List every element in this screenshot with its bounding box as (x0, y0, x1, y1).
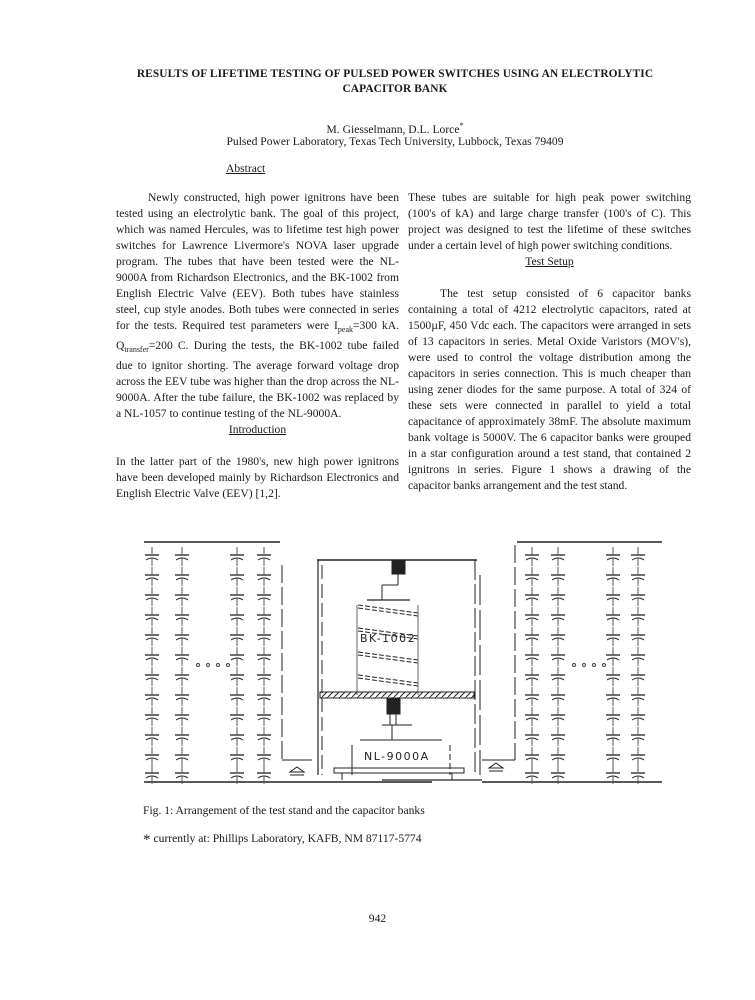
qtransfer-subscript: transfer (124, 345, 149, 354)
left-capacitor-bank (144, 542, 432, 784)
footnote-text: currently at: Phillips Laboratory, KAFB, NM 87117-5774 (153, 832, 422, 845)
abstract-text-3: =200 C. During the tests, the BK-1002 tube failed due to ignitor shorting. The average forward voltage drop across the EEV tube was higher than the drop across the NL-9000A. After the tube failure, the BK-1002 was replaced by a NL-1057 to continue testing of the NL-9000A. (116, 339, 399, 420)
left-column (116, 190, 399, 502)
figure-caption: Fig. 1: Arrangement of the test stand and the capacitor banks (143, 804, 425, 817)
title-line-2: CAPACITOR BANK (342, 83, 448, 95)
author-footnote-mark: * (459, 121, 464, 130)
abstract-paragraph (116, 190, 399, 422)
nl-9000a-label: NL-9000A (364, 750, 430, 763)
title-line-1: RESULTS OF LIFETIME TESTING OF PULSED POWER SWITCHES USING AN ELECTROLYTIC (136, 68, 654, 80)
abstract-text-1: Newly constructed, high power ignitrons have been tested using an electrolytic bank. The goal of this project, which was named Hercules, was to lifetime test high power switches for Lawrence Livermore's NOVA laser upgrade program. The tubes that have been tested were the NL-9000A from Richardson Electronics, and the BK-1002 from English Electric Valve (EEV). Both tubes have stainless steel, cup style anodes. Both tubes were connected in series for the tests. Required test parameters were I (116, 191, 399, 332)
introduction-paragraph-continued: These tubes are suitable for high peak power switching (100's of kA) and large charge transfer (100's of C). This project was designed to test the lifetime of these switches under a certain level of high power switching conditions. (408, 191, 691, 252)
author-names: M. Giesselmann, D.L. Lorce (326, 122, 460, 136)
test-stand (317, 560, 482, 780)
right-column (408, 190, 691, 494)
abstract-text-2: =300 kA. Q (116, 319, 399, 352)
page-number: 942 (368, 912, 387, 925)
bk-1002-label: BK-1002 (360, 632, 417, 645)
right-capacitor-bank (482, 542, 662, 784)
introduction-heading: Introduction (228, 423, 287, 436)
test-setup-paragraph: The test setup consisted of 6 capacitor banks containing a total of 4212 electrolytic capacitors, rated at 1500µF, 450 Vdc each. The capacitors were arranged in sets of 13 capacitors in series. Metal Oxide Varistors (MOV's), were used to control the voltage distribution among the capacitors in series connection. This is much cheaper than using zener diodes for the same purpose. A total of 324 of these sets were connected in parallel to yield a total capacitance of approximately 38mF. The absolute maximum bank voltage is 5000V. The 6 capacitor banks were grouped in a star configuration around a test stand, that contained 2 ignitrons in series. Figure 1 shows a drawing of the capacitor banks arrangement and the test stand. (408, 287, 691, 492)
introduction-paragraph: In the latter part of the 1980's, new high power ignitrons have been developed mainly by Richardson Electronics and English Electric Valve (EEV) [1,2]. (116, 455, 399, 500)
paper-title (100, 67, 690, 97)
figure-test-stand-diagram (142, 535, 662, 785)
test-setup-heading: Test Setup (525, 255, 574, 268)
affiliation: Pulsed Power Laboratory, Texas Tech University, Lubbock, Texas 79409 (226, 135, 564, 148)
footnote-mark: * (143, 832, 151, 848)
abstract-heading: Abstract (226, 162, 266, 175)
footnote (143, 832, 422, 849)
ipeak-subscript: peak (337, 325, 354, 334)
